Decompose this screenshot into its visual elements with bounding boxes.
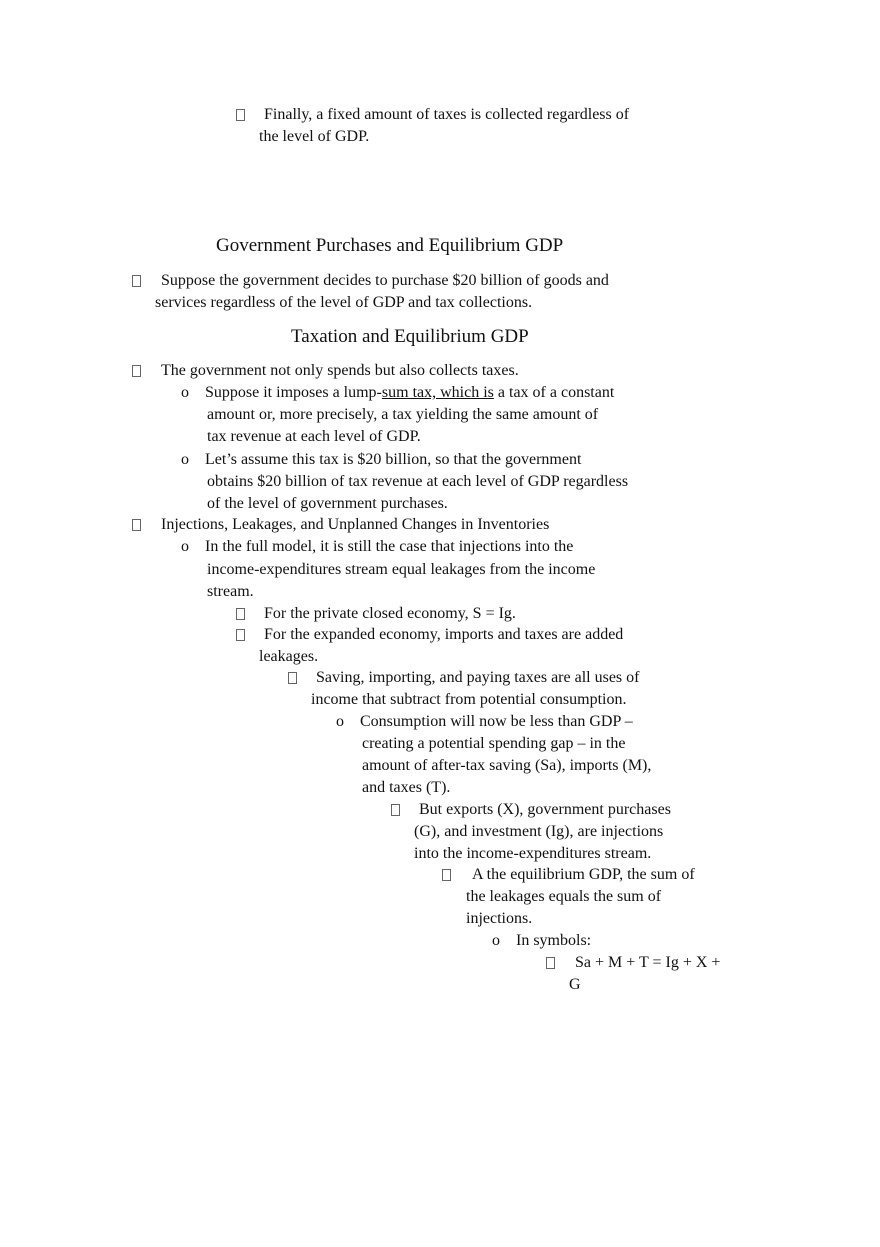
- text-line: A the equilibrium GDP, the sum of: [472, 866, 695, 883]
- text-line: obtains $20 billion of tax revenue at each level of GDP regardless: [207, 473, 629, 490]
- bullet-icon: [236, 624, 245, 649]
- text-line: into the income-expenditures stream.: [414, 845, 652, 862]
- text-line: injections.: [466, 910, 533, 927]
- text-line: Saving, importing, and paying taxes are all uses of: [316, 669, 640, 686]
- text-line: tax revenue at each level of GDP.: [207, 428, 421, 445]
- text-line: Suppose the government decides to purchase $20 billion of goods and: [161, 272, 609, 289]
- sub-bullet-marker: o: [181, 384, 189, 401]
- text-line: Injections, Leakages, and Unplanned Changes in Inventories: [161, 516, 550, 533]
- text-line: (G), and investment (Ig), are injections: [414, 823, 664, 840]
- text-line: Finally, a fixed amount of taxes is collected regardless of: [264, 106, 630, 123]
- text-line: For the expanded economy, imports and taxes are added: [264, 626, 624, 643]
- bullet-icon: [442, 864, 451, 889]
- text-line: of the level of government purchases.: [207, 495, 448, 512]
- section-heading: Taxation and Equilibrium GDP: [291, 326, 529, 347]
- bullet-icon: [288, 667, 297, 692]
- text-line: For the private closed economy, S = Ig.: [264, 605, 516, 622]
- bullet-icon: [391, 799, 400, 824]
- text-line: In the full model, it is still the case that injections into the: [205, 538, 574, 555]
- sub-bullet-marker: o: [336, 713, 344, 730]
- text-line: amount or, more precisely, a tax yielding the same amount of: [207, 406, 599, 423]
- text-line: Let’s assume this tax is $20 billion, so that the government: [205, 451, 582, 468]
- bullet-icon: [236, 104, 245, 129]
- text-line: income that subtract from potential consumption.: [311, 691, 627, 708]
- text-line: leakages.: [259, 648, 319, 665]
- bullet-icon: [132, 360, 141, 385]
- text-line: G: [569, 976, 581, 993]
- text-line: the leakages equals the sum of: [466, 888, 662, 905]
- text-line: stream.: [207, 583, 254, 600]
- text-line: Sa + M + T = Ig + X +: [575, 954, 721, 971]
- bullet-icon: [132, 514, 141, 539]
- text-line: Suppose it imposes a lump-sum tax, which is a tax of a constant: [205, 384, 615, 401]
- bullet-icon: [132, 270, 141, 295]
- section-heading: Government Purchases and Equilibrium GDP: [216, 235, 564, 256]
- text-line: income-expenditures stream equal leakages from the income: [207, 561, 596, 578]
- sub-bullet-marker: o: [492, 932, 500, 949]
- text-line: Consumption will now be less than GDP –: [360, 713, 633, 730]
- text-line: creating a potential spending gap – in the: [362, 735, 626, 752]
- text-line: services regardless of the level of GDP and tax collections.: [155, 294, 533, 311]
- text-line: In symbols:: [516, 932, 592, 949]
- sub-bullet-marker: o: [181, 538, 189, 555]
- text-line: and taxes (T).: [362, 779, 451, 796]
- bullet-icon: [546, 952, 555, 977]
- text-line: the level of GDP.: [259, 128, 370, 145]
- text-line: amount of after-tax saving (Sa), imports (M),: [362, 757, 652, 774]
- text-line: The government not only spends but also collects taxes.: [161, 362, 519, 379]
- sub-bullet-marker: o: [181, 451, 189, 468]
- text-line: But exports (X), government purchases: [419, 801, 671, 818]
